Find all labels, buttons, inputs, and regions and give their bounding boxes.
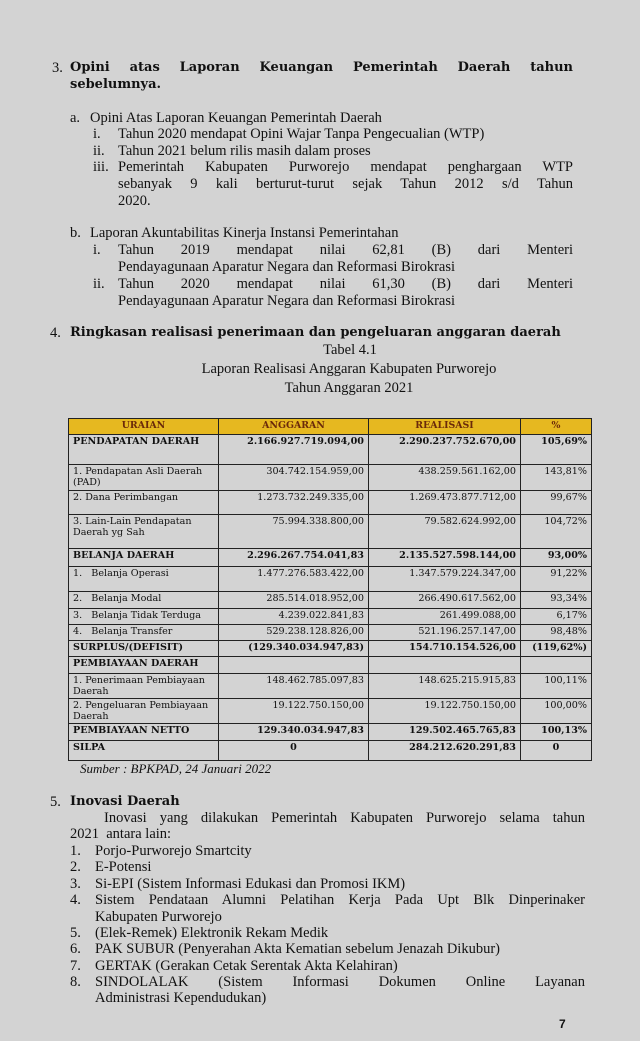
cell-anggaran: 2.296.267.754.041,83	[219, 549, 369, 567]
cell-uraian: 2. Pengeluaran Pembiayaan Daerah	[69, 699, 219, 724]
innovation-2-marker: 2.	[70, 859, 81, 875]
cell-realisasi: 1.347.579.224.347,00	[369, 567, 521, 592]
cell-anggaran: 0	[219, 741, 369, 761]
cell-uraian: PEMBIAYAAN NETTO	[69, 724, 219, 741]
table-row	[69, 674, 592, 699]
innovation-8-marker: 8.	[70, 974, 81, 990]
table-row	[69, 741, 592, 761]
innovation-3-marker: 3.	[70, 876, 81, 892]
cell-uraian: 2. Belanja Modal	[69, 592, 219, 609]
table-row	[69, 515, 592, 549]
section-5-title: Inovasi Daerah	[70, 794, 180, 809]
cell-anggaran: 129.340.034.947,83	[219, 724, 369, 741]
cell-anggaran: 285.514.018.952,00	[219, 592, 369, 609]
cell-realisasi: 148.625.215.915,83	[369, 674, 521, 699]
innovation-6-marker: 6.	[70, 941, 81, 957]
table-header-row	[69, 419, 592, 435]
innovation-1-text: Porjo-Purworejo Smartcity	[95, 843, 252, 859]
item-a-iii-marker: iii.	[93, 159, 109, 175]
item-b-marker: b.	[70, 225, 81, 241]
innovation-4-marker: 4.	[70, 892, 81, 908]
cell-uraian: 1. Pendapatan Asli Daerah (PAD)	[69, 465, 219, 491]
table-title-line1: Laporan Realisasi Anggaran Kabupaten Purworejo	[201, 361, 497, 377]
cell-anggaran: 148.462.785.097,83	[219, 674, 369, 699]
cell-persen: 91,22%	[521, 567, 592, 592]
item-a-marker: a.	[70, 110, 81, 126]
innovation-1-marker: 1.	[70, 843, 81, 859]
cell-persen: 100,00%	[521, 699, 592, 724]
table-row	[69, 609, 592, 625]
innovation-7-marker: 7.	[70, 958, 81, 974]
item-a-title: Opini Atas Laporan Keuangan Pemerintah Daerah	[90, 110, 382, 126]
budget-realization-table	[68, 418, 592, 761]
cell-persen: 100,11%	[521, 674, 592, 699]
table-number-caption: Tabel 4.1	[323, 342, 377, 358]
cell-uraian: SURPLUS/(DEFISIT)	[69, 641, 219, 657]
item-b-ii-marker: ii.	[93, 276, 105, 292]
cell-realisasi: 266.490.617.562,00	[369, 592, 521, 609]
cell-realisasi: 261.499.088,00	[369, 609, 521, 625]
cell-realisasi: 438.259.561.162,00	[369, 465, 521, 491]
cell-persen: 6,17%	[521, 609, 592, 625]
cell-anggaran: 2.166.927.719.094,00	[219, 435, 369, 465]
cell-realisasi: 2.135.527.598.144,00	[369, 549, 521, 567]
cell-persen: 93,34%	[521, 592, 592, 609]
cell-persen: 143,81%	[521, 465, 592, 491]
item-a-ii-marker: ii.	[93, 143, 105, 159]
cell-anggaran: (129.340.034.947,83)	[219, 641, 369, 657]
page-number: 7	[559, 1017, 566, 1031]
innovation-4-line1: Sistem Pendataan Alumni Pelatihan Kerja Pada Upt Blk Dinperinaker	[95, 892, 585, 908]
item-b-i-line2: Pendayagunaan Aparatur Negara dan Reformasi Birokrasi	[118, 259, 456, 275]
cell-persen: 105,69%	[521, 435, 592, 465]
table-row	[69, 567, 592, 592]
cell-uraian: PENDAPATAN DAERAH	[69, 435, 219, 465]
cell-realisasi: 521.196.257.147,00	[369, 625, 521, 641]
item-b-ii-line2: Pendayagunaan Aparatur Negara dan Reformasi Birokrasi	[118, 293, 456, 309]
table-row	[69, 549, 592, 567]
cell-persen: 100,13%	[521, 724, 592, 741]
section-5-intro-line1: Inovasi yang dilakukan Pemerintah Kabupaten Purworejo selama tahun	[104, 810, 585, 826]
cell-realisasi: 154.710.154.526,00	[369, 641, 521, 657]
col-header-realisasi: REALISASI	[369, 419, 521, 435]
innovation-5-marker: 5.	[70, 925, 81, 941]
cell-anggaran: 304.742.154.959,00	[219, 465, 369, 491]
section-3-number: 3.	[52, 60, 63, 76]
item-a-iii-line2: sebanyak 9 kali berturut-turut sejak Tahun 2012 s/d Tahun	[118, 176, 573, 192]
innovation-5-text: (Elek-Remek) Elektronik Rekam Medik	[95, 925, 329, 941]
table-row	[69, 724, 592, 741]
cell-uraian: 2. Dana Perimbangan	[69, 491, 219, 515]
section-4-title: Ringkasan realisasi penerimaan dan pengeluaran anggaran daerah	[70, 325, 561, 340]
col-header-uraian: URAIAN	[69, 419, 219, 435]
cell-uraian: 4. Belanja Transfer	[69, 625, 219, 641]
col-header-persen: %	[521, 419, 592, 435]
cell-uraian: 3. Belanja Tidak Terduga	[69, 609, 219, 625]
table-title-line2: Tahun Anggaran 2021	[284, 380, 414, 396]
section-5-intro-line2: 2021 antara lain:	[70, 826, 172, 842]
cell-realisasi	[369, 657, 521, 674]
table-row	[69, 657, 592, 674]
table-row	[69, 641, 592, 657]
innovation-8-line2: Administrasi Kependudukan)	[95, 990, 267, 1006]
cell-persen: (119,62%)	[521, 641, 592, 657]
section-3-title-line1: Opini atas Laporan Keuangan Pemerintah Daerah tahun	[70, 60, 573, 75]
item-a-ii-text: Tahun 2021 belum rilis masih dalam proses	[118, 143, 371, 159]
cell-realisasi: 1.269.473.877.712,00	[369, 491, 521, 515]
innovation-4-line2: Kabupaten Purworejo	[95, 909, 222, 925]
cell-anggaran	[219, 657, 369, 674]
innovation-8-line1: SINDOLALAK (Sistem Informasi Dokumen Online Layanan	[95, 974, 585, 990]
section-5-number: 5.	[50, 794, 61, 810]
table-row	[69, 491, 592, 515]
cell-uraian: 1. Penerimaan Pembiayaan Daerah	[69, 674, 219, 699]
col-header-anggaran: ANGGARAN	[219, 419, 369, 435]
cell-uraian: PEMBIAYAAN DAERAH	[69, 657, 219, 674]
cell-anggaran: 4.239.022.841,83	[219, 609, 369, 625]
item-b-i-marker: i.	[93, 242, 101, 258]
cell-uraian: 1. Belanja Operasi	[69, 567, 219, 592]
table-row	[69, 699, 592, 724]
cell-persen: 0	[521, 741, 592, 761]
cell-anggaran: 1.273.732.249.335,00	[219, 491, 369, 515]
item-b-title: Laporan Akuntabilitas Kinerja Instansi Pemerintahan	[90, 225, 399, 241]
section-3-title-line2: sebelumnya.	[70, 77, 162, 92]
item-a-i-marker: i.	[93, 126, 101, 142]
table-row	[69, 435, 592, 465]
item-a-iii-line3: 2020.	[118, 193, 151, 209]
cell-persen: 104,72%	[521, 515, 592, 549]
cell-realisasi: 284.212.620.291,83	[369, 741, 521, 761]
cell-persen: 93,00%	[521, 549, 592, 567]
cell-uraian: BELANJA DAERAH	[69, 549, 219, 567]
cell-realisasi: 79.582.624.992,00	[369, 515, 521, 549]
cell-realisasi: 129.502.465.765,83	[369, 724, 521, 741]
table-row	[69, 625, 592, 641]
cell-uraian: 3. Lain-Lain Pendapatan Daerah yg Sah	[69, 515, 219, 549]
table-source-note: Sumber : BPKPAD, 24 Januari 2022	[80, 761, 272, 776]
cell-anggaran: 75.994.338.800,00	[219, 515, 369, 549]
cell-anggaran: 19.122.750.150,00	[219, 699, 369, 724]
item-a-iii-line1: Pemerintah Kabupaten Purworejo mendapat penghargaan WTP	[118, 159, 573, 175]
innovation-6-text: PAK SUBUR (Penyerahan Akta Kematian sebelum Jenazah Dikubur)	[95, 941, 500, 957]
innovation-3-text: Si-EPI (Sistem Informasi Edukasi dan Promosi IKM)	[95, 876, 406, 892]
section-4-number: 4.	[50, 325, 61, 341]
item-b-i-line1: Tahun 2019 mendapat nilai 62,81 (B) dari Menteri	[118, 242, 573, 258]
cell-anggaran: 529.238.128.826,00	[219, 625, 369, 641]
innovation-7-text: GERTAK (Gerakan Cetak Serentak Akta Kelahiran)	[95, 958, 398, 974]
item-a-i-text: Tahun 2020 mendapat Opini Wajar Tanpa Pengecualian (WTP)	[118, 126, 485, 142]
cell-realisasi: 19.122.750.150,00	[369, 699, 521, 724]
cell-realisasi: 2.290.237.752.670,00	[369, 435, 521, 465]
table-row	[69, 465, 592, 491]
innovation-2-text: E-Potensi	[95, 859, 152, 875]
cell-persen: 98,48%	[521, 625, 592, 641]
cell-anggaran: 1.477.276.583.422,00	[219, 567, 369, 592]
cell-uraian: SILPA	[69, 741, 219, 761]
table-row	[69, 592, 592, 609]
cell-persen: 99,67%	[521, 491, 592, 515]
item-b-ii-line1: Tahun 2020 mendapat nilai 61,30 (B) dari Menteri	[118, 276, 573, 292]
cell-persen	[521, 657, 592, 674]
